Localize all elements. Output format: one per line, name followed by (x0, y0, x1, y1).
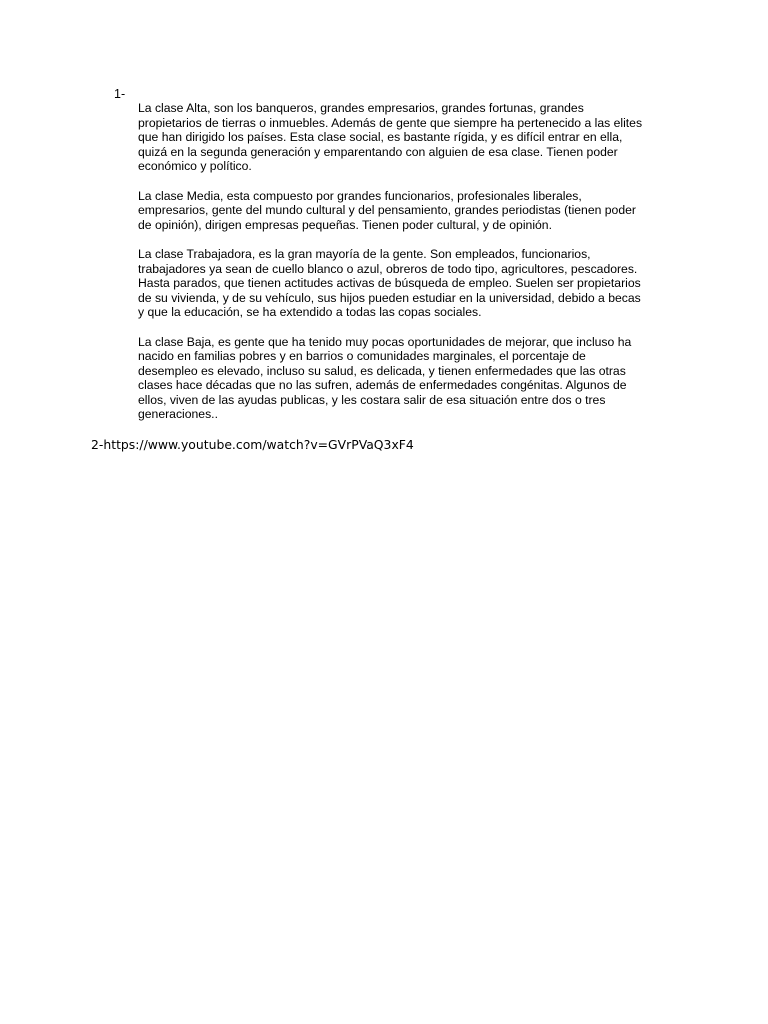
paragraph-clase-trabajadora (138, 247, 678, 320)
text-line: ellos, viven de las ayudas publicas, y les costara salir de esa situación entre dos o tres (138, 392, 606, 407)
text-line: trabajadores ya sean de cuello blanco o azul, obreros de todo tipo, agricultores, pescadores. (138, 261, 638, 276)
text-line: clases hace décadas que no las sufren, además de enfermedades congénitas. Algunos de (138, 378, 627, 393)
text-line: La clase Trabajadora, es la gran mayoría de la gente. Son empleados, funcionarios, (138, 246, 591, 261)
text-line: La clase Alta, son los banqueros, grandes empresarios, grandes fortunas, grandes (138, 101, 584, 115)
paragraph-clase-baja (138, 335, 678, 423)
text-line: propietarios de tierras o inmuebles. Además de gente que siempre ha pertenecido a las elites (138, 115, 643, 130)
text-line: desempleo es elevado, incluso su salud, es delicada, y tienen enfermedades que las otras (138, 363, 626, 378)
text-line: La clase Media, esta compuesto por grandes funcionarios, profesionales liberales, (138, 188, 582, 203)
paragraph-clase-alta (138, 101, 678, 174)
text-line: de su vivienda, y de su vehículo, sus hijos pueden estudiar en la universidad, debido a becas (138, 290, 641, 305)
text-line: de opinión), dirigen empresas pequeñas. Tienen poder cultural, y de opinión. (138, 217, 552, 232)
text-line: que han dirigido los países. Esta clase social, es bastante rígida, y es difícil entrar en ella, (138, 130, 623, 145)
text-line: nacido en familias pobres y en barrios o comunidades marginales, el porcentaje de (138, 349, 586, 364)
youtube-link-text: 2-https://www.youtube.com/watch?v=GVrPVaQ3xF4 (91, 437, 414, 452)
text-line: quizá en la segunda generación y emparentando con alguien de esa clase. Tienen poder (138, 144, 618, 159)
list-item-number: 1- (114, 87, 126, 101)
text-line: Hasta parados, que tienen actitudes activas de búsqueda de empleo. Suelen ser propietarios (138, 276, 641, 291)
text-line: empresarios, gente del mundo cultural y del pensamiento, grandes periodistas (tienen poder (138, 203, 636, 218)
text-line: y que la educación, se ha extendido a todas las copas sociales. (138, 305, 482, 320)
paragraph-clase-media (138, 189, 678, 233)
text-line: generaciones.. (138, 407, 218, 422)
document-body (138, 101, 678, 437)
text-line: La clase Baja, es gente que ha tenido muy pocas oportunidades de mejorar, que incluso ha (138, 334, 632, 349)
text-line: económico y político. (138, 159, 252, 174)
